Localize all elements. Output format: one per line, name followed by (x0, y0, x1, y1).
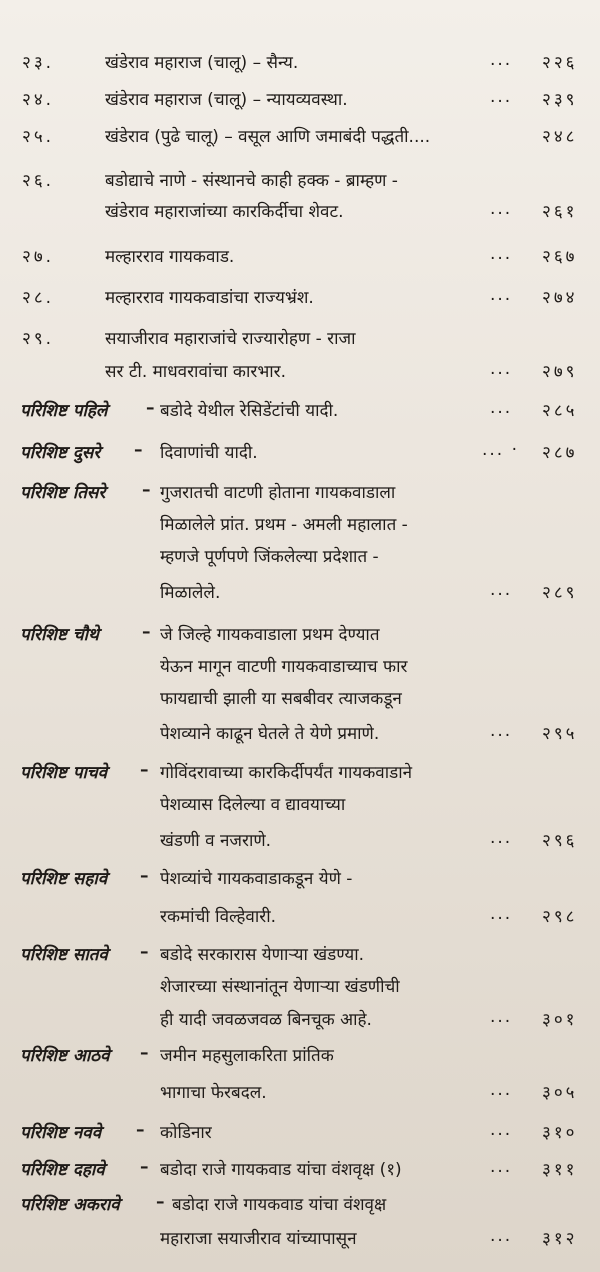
appendix-title-line: बडोदा राजे गायकवाड यांचा वंशवृक्ष (१) (160, 1160, 402, 1180)
appendix-dash: – (140, 760, 149, 780)
leader-dots: ... (490, 285, 513, 305)
page-number: २९५ (542, 724, 578, 744)
page-number: २३९ (542, 90, 578, 110)
page-number: २९६ (542, 831, 578, 851)
chapter-title-line: खंडेराव महाराज (चालू) – सैन्य. (105, 53, 299, 73)
chapter-title-line: मल्हारराव गायकवाडांचा राज्यभ्रंश. (105, 288, 314, 308)
appendix-dash: – (136, 1120, 145, 1140)
appendix-title-line: जे जिल्हे गायकवाडाला प्रथम देण्यात (160, 625, 380, 645)
appendix-title-line: भागाचा फेरबदल. (160, 1083, 267, 1103)
page-number: २२६ (542, 53, 578, 73)
leader-dots: ... (490, 398, 513, 418)
appendix-title-line: मिळालेले प्रांत. प्रथम - अमली महालात - (160, 515, 408, 535)
appendix-title-line: दिवाणांची यादी. (160, 443, 258, 463)
appendix-label: परिशिष्ट नववे (20, 1123, 102, 1143)
appendix-title-line: पेशव्यास दिलेल्या व द्यावयाच्या (160, 795, 346, 815)
appendix-label: परिशिष्ट अकरावे (20, 1195, 120, 1215)
appendix-label: परिशिष्ट पाचवे (20, 763, 108, 783)
appendix-title-line: खंडणी व नजराणे. (160, 831, 272, 851)
appendix-label: परिशिष्ट सातवे (20, 945, 108, 965)
appendix-title-line: गोविंदरावाच्या कारकिर्दीपर्यंत गायकवाडाने (160, 763, 413, 783)
appendix-dash: – (142, 480, 151, 500)
page-number: २७४ (542, 288, 578, 308)
page-number: ३११ (542, 1160, 578, 1180)
leader-dots: ... (490, 828, 513, 848)
appendix-label: परिशिष्ट सहावे (20, 869, 108, 889)
page-number: २८७ (542, 443, 578, 463)
leader-dots: ... (490, 1080, 513, 1100)
appendix-title-line: बडोदा राजे गायकवाड यांचा वंशवृक्ष (172, 1195, 387, 1215)
appendix-title-line: पेशव्यांचे गायकवाडाकडून येणे - (160, 869, 353, 889)
chapter-title-line: सर टी. माधवरावांचा कारभार. (105, 362, 287, 382)
appendix-dash: – (140, 942, 149, 962)
leader-dots: ... · (482, 440, 520, 460)
appendix-title-line: बडोदे येथील रेसिडेंटांची यादी. (160, 401, 339, 421)
leader-dots: ... (490, 87, 513, 107)
chapter-number: २७. (22, 247, 55, 267)
chapter-title-line: खंडेराव महाराजांच्या कारकिर्दीचा शेवट. (105, 202, 344, 222)
page-number: २८५ (542, 401, 578, 421)
appendix-title-line: कोडिनार (160, 1123, 212, 1143)
leader-dots: ... (490, 199, 513, 219)
chapter-title-line: मल्हारराव गायकवाड. (105, 247, 235, 267)
appendix-label: परिशिष्ट चौथे (20, 625, 99, 645)
leader-dots: ... (490, 904, 513, 924)
chapter-number: २६. (22, 171, 55, 191)
appendix-label: परिशिष्ट तिसरे (20, 483, 106, 503)
appendix-title-line: रकमांची विल्हेवारी. (160, 907, 277, 927)
chapter-title-line: सयाजीराव महाराजांचे राज्यारोहण - राजा (105, 329, 356, 349)
leader-dots: ... (490, 244, 513, 264)
leader-dots: ... (490, 1226, 513, 1246)
appendix-title-line: पेशव्याने काढून घेतले ते येणे प्रमाणे. (160, 724, 380, 744)
leader-dots: ... (490, 359, 513, 379)
appendix-title-line: बडोदे सरकारास येणाऱ्या खंडण्या. (160, 945, 365, 965)
appendix-title-line: ही यादी जवळजवळ बिनचूक आहे. (160, 1010, 372, 1030)
chapter-title-line: खंडेराव (पुढे चालू) – वसूल आणि जमाबंदी पद्धती.... (105, 127, 431, 147)
leader-dots: ... (490, 50, 513, 70)
page-number: ३०१ (542, 1010, 578, 1030)
chapter-number: २५. (22, 127, 55, 147)
appendix-title-line: महाराजा सयाजीराव यांच्यापासून (160, 1229, 357, 1249)
appendix-dash: – (140, 866, 149, 886)
appendix-dash: – (140, 1157, 149, 1177)
page-number: २९८ (542, 907, 578, 927)
chapter-title-line: खंडेराव महाराज (चालू) – न्यायव्यवस्था. (105, 90, 348, 110)
appendix-title-line: गुजरातची वाटणी होताना गायकवाडाला (160, 483, 396, 503)
page-number: ३१० (542, 1123, 578, 1143)
page-number: ३०५ (542, 1083, 578, 1103)
appendix-title-line: मिळालेले. (160, 583, 221, 603)
appendix-label: परिशिष्ट दुसरे (20, 443, 101, 463)
appendix-title-line: म्हणजे पूर्णपणे जिंकलेल्या प्रदेशात - (160, 547, 379, 567)
page-number: २६७ (542, 247, 578, 267)
appendix-label: परिशिष्ट दहावे (20, 1160, 105, 1180)
appendix-title-line: शेजारच्या संस्थानांतून येणाऱ्या खंडणीची (160, 977, 400, 997)
leader-dots: ... (490, 580, 513, 600)
appendix-title-line: फायद्याची झाली या सबबीवर त्याजकडून (160, 689, 402, 709)
page-number: २७९ (542, 362, 578, 382)
leader-dots: ... (490, 1007, 513, 1027)
page-number: २६१ (542, 202, 578, 222)
appendix-title-line: जमीन महसुलाकरिता प्रांतिक (160, 1046, 334, 1066)
appendix-dash: – (146, 398, 155, 418)
appendix-title-line: येऊन मागून वाटणी गायकवाडाच्याच फार (160, 657, 408, 677)
page-number: ३१२ (542, 1229, 578, 1249)
page-number: २८९ (542, 583, 578, 603)
appendix-dash: – (156, 1192, 165, 1212)
leader-dots: ... (490, 1120, 513, 1140)
leader-dots: ... (490, 721, 513, 741)
appendix-dash: – (134, 440, 143, 460)
appendix-label: परिशिष्ट आठवे (20, 1046, 110, 1066)
leader-dots: ... (490, 1157, 513, 1177)
chapter-title-line: बडोद्याचे नाणे - संस्थानचे काही हक्क - ब्राम्हण - (105, 171, 398, 191)
chapter-number: २९. (22, 329, 55, 349)
appendix-label: परिशिष्ट पहिले (20, 401, 108, 421)
chapter-number: २३. (22, 53, 55, 73)
chapter-number: २८. (22, 288, 55, 308)
appendix-dash: – (142, 622, 151, 642)
page-number: २४८ (542, 127, 578, 147)
appendix-dash: – (140, 1043, 149, 1063)
chapter-number: २४. (22, 90, 55, 110)
